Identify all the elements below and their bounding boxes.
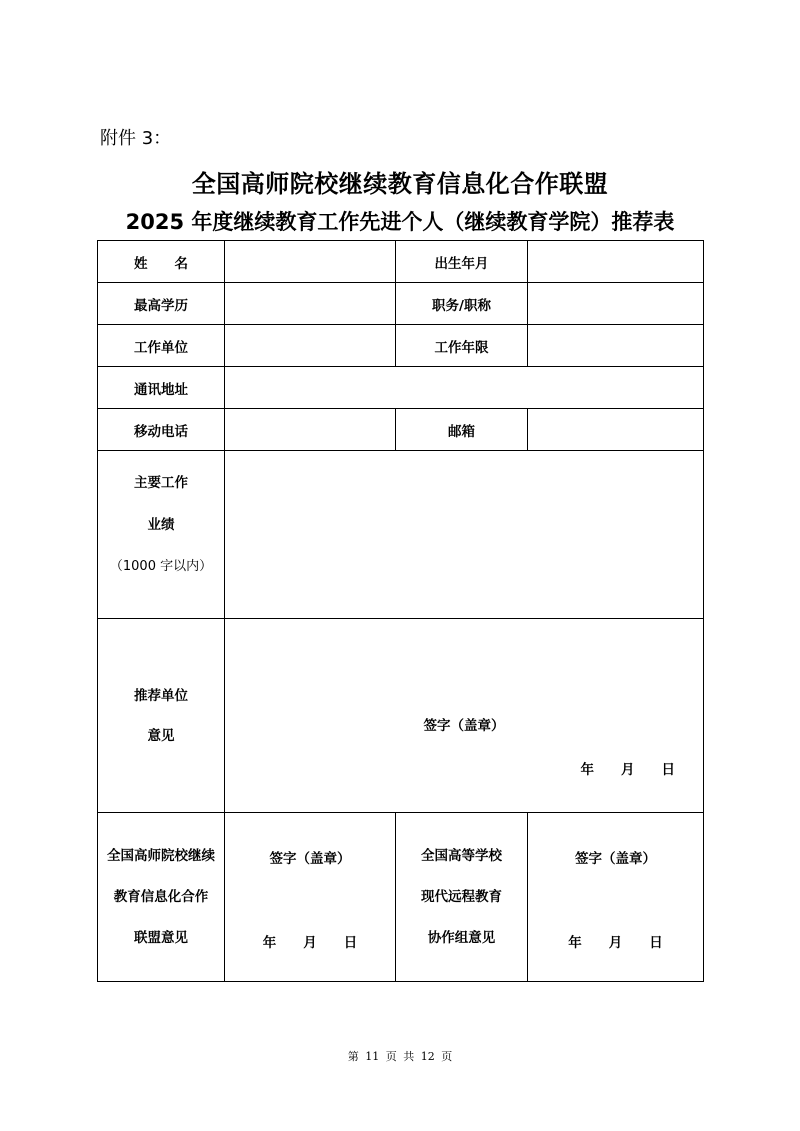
row-name-birth — [98, 241, 704, 283]
workplace-field[interactable] — [225, 325, 396, 367]
birth-field[interactable] — [528, 241, 704, 283]
performance-field[interactable] — [225, 451, 704, 619]
page-number-footer: 第 11 页 共 12 页 — [347, 1050, 453, 1063]
email-label: 邮箱 — [396, 409, 528, 451]
position-label: 职务/职称 — [396, 283, 528, 325]
row-mobile-email — [98, 409, 704, 451]
address-field[interactable] — [225, 367, 704, 409]
mobile-field[interactable] — [225, 409, 396, 451]
alliance-opinion-field[interactable] — [225, 813, 396, 982]
row-address — [98, 367, 704, 409]
mobile-label: 移动电话 — [98, 409, 225, 451]
distance-opinion-field[interactable] — [528, 813, 704, 982]
alliance-date-label: 年 月 日 — [262, 935, 358, 951]
recommend-label-cell — [98, 619, 225, 813]
row-education-position — [98, 283, 704, 325]
alliance-label-line2: 教育信息化合作 — [113, 888, 209, 905]
birth-label: 出生年月 — [396, 241, 528, 283]
distance-label-line3: 协作组意见 — [427, 929, 496, 946]
alliance-signature-label: 签字（盖章） — [269, 851, 351, 867]
work-years-field[interactable] — [528, 325, 704, 367]
recommend-opinion-field[interactable] — [225, 619, 704, 813]
distance-signature-label: 签字（盖章） — [575, 851, 656, 867]
row-recommendation — [98, 619, 704, 813]
alliance-label-line1: 全国高师院校继续 — [107, 847, 215, 864]
row-workplace-years — [98, 325, 704, 367]
performance-label-cell — [98, 451, 225, 619]
education-field[interactable] — [225, 283, 396, 325]
education-label: 最高学历 — [98, 283, 225, 325]
performance-label-line2: 业绩 — [147, 517, 175, 533]
recommend-label-line1: 推荐单位 — [134, 687, 188, 704]
email-field[interactable] — [528, 409, 704, 451]
position-field[interactable] — [528, 283, 704, 325]
name-field[interactable] — [225, 241, 396, 283]
document-subtitle: 2025 年度继续教育工作先进个人（继续教育学院）推荐表 — [125, 210, 675, 234]
recommend-date-label: 年 月 日 — [580, 762, 675, 778]
name-label: 姓 名 — [98, 241, 225, 283]
row-performance — [98, 451, 704, 619]
recommend-label-line2: 意见 — [147, 727, 175, 744]
distance-label-line2: 现代远程教育 — [421, 888, 502, 905]
row-approvals — [98, 813, 704, 982]
address-label: 通讯地址 — [98, 367, 225, 409]
distance-date-label: 年 月 日 — [568, 935, 663, 951]
recommend-signature-label: 签字（盖章） — [423, 718, 505, 734]
performance-word-limit-note: （1000 字以内） — [109, 559, 213, 574]
workplace-label: 工作单位 — [98, 325, 225, 367]
work-years-label: 工作年限 — [396, 325, 528, 367]
document-title: 全国高师院校继续教育信息化合作联盟 — [191, 170, 609, 198]
recommendation-form-table — [97, 240, 704, 982]
performance-label-line1: 主要工作 — [134, 475, 188, 491]
alliance-label-cell — [98, 813, 225, 982]
distance-label-cell — [396, 813, 528, 982]
attachment-label: 附件 3： — [100, 128, 172, 149]
distance-label-line1: 全国高等学校 — [421, 847, 502, 864]
alliance-label-line3: 联盟意见 — [134, 929, 188, 946]
